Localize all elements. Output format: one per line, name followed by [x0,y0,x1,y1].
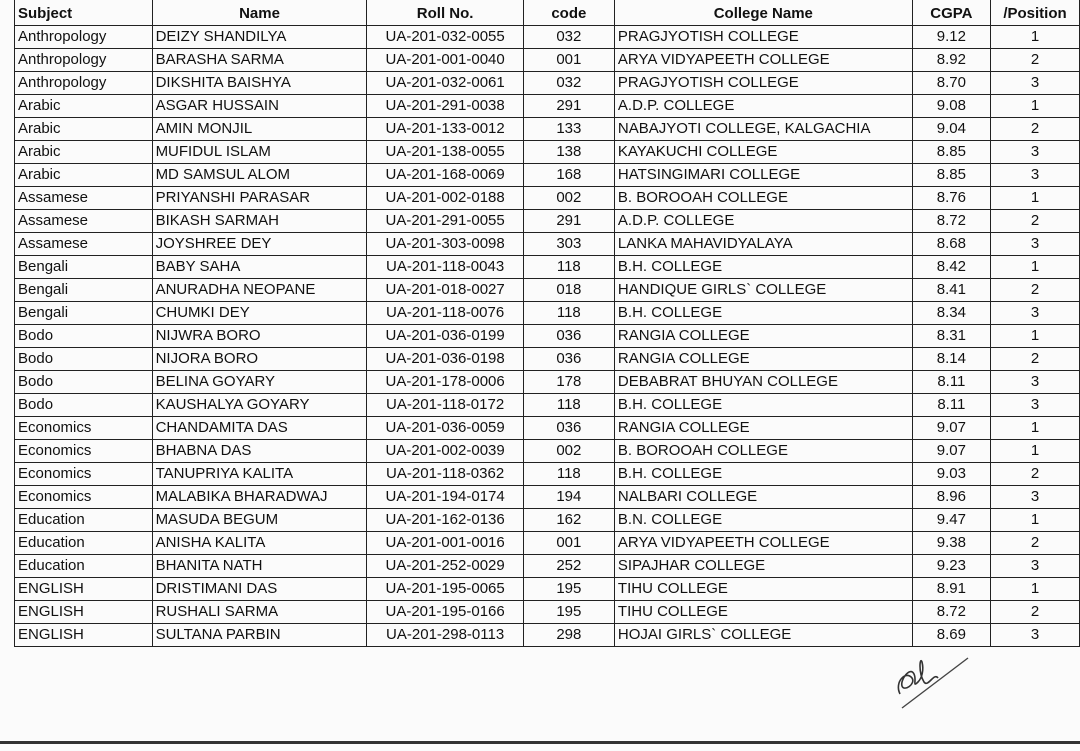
table-row [15,440,1080,463]
cell-roll-no: UA-201-002-0039 [367,440,523,463]
cell-name: AMIN MONJIL [152,118,367,141]
cell-position: 3 [991,141,1080,164]
cell-code: 001 [523,49,614,72]
cell-roll-no: UA-201-018-0027 [367,279,523,302]
header-name: Name [152,0,367,26]
cell-cgpa: 9.07 [912,417,990,440]
cell-subject: Bodo [15,348,153,371]
cell-cgpa: 9.47 [912,509,990,532]
cell-code: 036 [523,348,614,371]
cell-name: TANUPRIYA KALITA [152,463,367,486]
cell-name: MASUDA BEGUM [152,509,367,532]
cell-position: 1 [991,325,1080,348]
cell-roll-no: UA-201-194-0174 [367,486,523,509]
cell-position: 2 [991,463,1080,486]
results-sheet [14,0,1080,647]
cell-position: 3 [991,302,1080,325]
cell-position: 3 [991,233,1080,256]
cell-cgpa: 9.04 [912,118,990,141]
table-row [15,302,1080,325]
cell-roll-no: UA-201-118-0043 [367,256,523,279]
cell-name: RUSHALI SARMA [152,601,367,624]
cell-college: RANGIA COLLEGE [614,325,912,348]
table-row [15,532,1080,555]
cell-roll-no: UA-201-178-0006 [367,371,523,394]
cell-name: MALABIKA BHARADWAJ [152,486,367,509]
cell-roll-no: UA-201-118-0172 [367,394,523,417]
cell-subject: Economics [15,463,153,486]
cell-cgpa: 9.03 [912,463,990,486]
cell-college: HANDIQUE GIRLS` COLLEGE [614,279,912,302]
cell-name: BELINA GOYARY [152,371,367,394]
header-position: /Position [991,0,1080,26]
table-row [15,233,1080,256]
cell-name: PRIYANSHI PARASAR [152,187,367,210]
cell-subject: Bengali [15,256,153,279]
cell-roll-no: UA-201-002-0188 [367,187,523,210]
cell-college: NABAJYOTI COLLEGE, KALGACHIA [614,118,912,141]
cell-subject: ENGLISH [15,601,153,624]
cell-name: NIJORA BORO [152,348,367,371]
cell-position: 3 [991,486,1080,509]
cell-roll-no: UA-201-303-0098 [367,233,523,256]
cell-cgpa: 8.92 [912,49,990,72]
cell-name: SULTANA PARBIN [152,624,367,647]
cell-cgpa: 9.08 [912,95,990,118]
cell-code: 118 [523,256,614,279]
cell-code: 252 [523,555,614,578]
cell-subject: ENGLISH [15,624,153,647]
cell-subject: Bodo [15,325,153,348]
cell-subject: Bengali [15,279,153,302]
cell-position: 1 [991,509,1080,532]
cell-roll-no: UA-201-001-0016 [367,532,523,555]
cell-cgpa: 8.31 [912,325,990,348]
cell-position: 3 [991,555,1080,578]
header-subject: Subject [15,0,153,26]
cell-cgpa: 8.34 [912,302,990,325]
cell-name: JOYSHREE DEY [152,233,367,256]
cell-code: 168 [523,164,614,187]
cell-subject: Arabic [15,118,153,141]
cell-roll-no: UA-201-195-0166 [367,601,523,624]
cell-name: CHUMKI DEY [152,302,367,325]
cell-name: BHABNA DAS [152,440,367,463]
cell-subject: Assamese [15,187,153,210]
cell-cgpa: 9.12 [912,26,990,49]
table-row [15,95,1080,118]
cell-roll-no: UA-201-298-0113 [367,624,523,647]
table-row [15,279,1080,302]
cell-cgpa: 9.38 [912,532,990,555]
header-roll: Roll No. [367,0,523,26]
cell-college: B.N. COLLEGE [614,509,912,532]
cell-roll-no: UA-201-036-0059 [367,417,523,440]
table-row [15,371,1080,394]
cell-cgpa: 8.69 [912,624,990,647]
cell-code: 001 [523,532,614,555]
cell-name: BHANITA NATH [152,555,367,578]
cell-name: DIKSHITA BAISHYA [152,72,367,95]
cell-cgpa: 9.23 [912,555,990,578]
cell-subject: Anthropology [15,49,153,72]
cell-college: NALBARI COLLEGE [614,486,912,509]
cell-college: ARYA VIDYAPEETH COLLEGE [614,49,912,72]
table-row [15,578,1080,601]
cell-college: TIHU COLLEGE [614,601,912,624]
cell-subject: Arabic [15,95,153,118]
cell-college: PRAGJYOTISH COLLEGE [614,72,912,95]
cell-code: 291 [523,95,614,118]
table-row [15,256,1080,279]
table-row [15,187,1080,210]
cell-position: 1 [991,578,1080,601]
cell-code: 138 [523,141,614,164]
table-row [15,555,1080,578]
cell-name: ANISHA KALITA [152,532,367,555]
cell-subject: Anthropology [15,72,153,95]
cell-code: 032 [523,26,614,49]
cell-college: ARYA VIDYAPEETH COLLEGE [614,532,912,555]
cell-code: 195 [523,578,614,601]
cell-name: ASGAR HUSSAIN [152,95,367,118]
cell-name: BIKASH SARMAH [152,210,367,233]
cell-roll-no: UA-201-118-0076 [367,302,523,325]
table-body [15,26,1080,647]
table-row [15,417,1080,440]
cell-college: A.D.P. COLLEGE [614,210,912,233]
cell-name: DRISTIMANI DAS [152,578,367,601]
cell-cgpa: 8.70 [912,72,990,95]
cell-roll-no: UA-201-291-0055 [367,210,523,233]
cell-code: 195 [523,601,614,624]
cell-college: RANGIA COLLEGE [614,348,912,371]
cell-subject: Assamese [15,233,153,256]
cell-cgpa: 8.11 [912,371,990,394]
cell-college: KAYAKUCHI COLLEGE [614,141,912,164]
cell-roll-no: UA-201-291-0038 [367,95,523,118]
cell-roll-no: UA-201-001-0040 [367,49,523,72]
cell-code: 118 [523,302,614,325]
cell-code: 162 [523,509,614,532]
cell-cgpa: 8.14 [912,348,990,371]
cell-name: DEIZY SHANDILYA [152,26,367,49]
cell-cgpa: 8.41 [912,279,990,302]
cell-code: 002 [523,187,614,210]
cell-code: 298 [523,624,614,647]
cell-roll-no: UA-201-036-0199 [367,325,523,348]
cell-position: 3 [991,624,1080,647]
cell-subject: Economics [15,417,153,440]
cell-roll-no: UA-201-133-0012 [367,118,523,141]
signature-image [892,652,972,712]
cell-college: PRAGJYOTISH COLLEGE [614,26,912,49]
cell-name: NIJWRA BORO [152,325,367,348]
table-row [15,601,1080,624]
cell-code: 133 [523,118,614,141]
cell-position: 2 [991,49,1080,72]
cell-cgpa: 8.85 [912,141,990,164]
cell-name: ANURADHA NEOPANE [152,279,367,302]
cell-code: 002 [523,440,614,463]
cell-position: 2 [991,210,1080,233]
cell-position: 1 [991,187,1080,210]
cell-college: TIHU COLLEGE [614,578,912,601]
cell-roll-no: UA-201-168-0069 [367,164,523,187]
cell-position: 1 [991,95,1080,118]
table-row [15,210,1080,233]
table-row [15,348,1080,371]
cell-cgpa: 8.68 [912,233,990,256]
table-row [15,141,1080,164]
cell-code: 303 [523,233,614,256]
cell-subject: Bengali [15,302,153,325]
table-row [15,164,1080,187]
cell-code: 291 [523,210,614,233]
cell-roll-no: UA-201-118-0362 [367,463,523,486]
cell-college: DEBABRAT BHUYAN COLLEGE [614,371,912,394]
cell-code: 036 [523,325,614,348]
cell-name: MD SAMSUL ALOM [152,164,367,187]
table-row [15,118,1080,141]
cell-position: 3 [991,394,1080,417]
cell-name: MUFIDUL ISLAM [152,141,367,164]
page-edge-line [0,741,1080,744]
table-row [15,463,1080,486]
cell-position: 1 [991,440,1080,463]
cell-college: HATSINGIMARI COLLEGE [614,164,912,187]
cell-code: 118 [523,394,614,417]
cell-position: 3 [991,371,1080,394]
header-college: College Name [614,0,912,26]
cell-position: 3 [991,164,1080,187]
cell-college: B.H. COLLEGE [614,256,912,279]
cell-roll-no: UA-201-032-0061 [367,72,523,95]
cell-college: B.H. COLLEGE [614,302,912,325]
header-code: code [523,0,614,26]
cell-roll-no: UA-201-252-0029 [367,555,523,578]
table-row [15,486,1080,509]
cell-position: 2 [991,348,1080,371]
cell-college: A.D.P. COLLEGE [614,95,912,118]
cell-cgpa: 8.76 [912,187,990,210]
cell-roll-no: UA-201-195-0065 [367,578,523,601]
cell-college: RANGIA COLLEGE [614,417,912,440]
cell-name: BABY SAHA [152,256,367,279]
cell-college: B. BOROOAH COLLEGE [614,187,912,210]
cell-name: KAUSHALYA GOYARY [152,394,367,417]
cell-college: B.H. COLLEGE [614,394,912,417]
table-row [15,49,1080,72]
cell-subject: Bodo [15,371,153,394]
cell-code: 194 [523,486,614,509]
cell-subject: ENGLISH [15,578,153,601]
cell-name: BARASHA SARMA [152,49,367,72]
table-row [15,509,1080,532]
cell-cgpa: 8.72 [912,210,990,233]
cell-cgpa: 8.72 [912,601,990,624]
cell-subject: Arabic [15,141,153,164]
merit-list-table [14,0,1080,647]
cell-code: 032 [523,72,614,95]
cell-subject: Anthropology [15,26,153,49]
cell-position: 2 [991,601,1080,624]
cell-subject: Education [15,532,153,555]
cell-name: CHANDAMITA DAS [152,417,367,440]
table-row [15,394,1080,417]
cell-position: 1 [991,417,1080,440]
cell-roll-no: UA-201-036-0198 [367,348,523,371]
cell-college: B. BOROOAH COLLEGE [614,440,912,463]
cell-cgpa: 8.91 [912,578,990,601]
cell-code: 178 [523,371,614,394]
cell-roll-no: UA-201-162-0136 [367,509,523,532]
cell-subject: Bodo [15,394,153,417]
cell-code: 018 [523,279,614,302]
cell-position: 2 [991,118,1080,141]
table-row [15,72,1080,95]
cell-position: 2 [991,279,1080,302]
cell-position: 3 [991,72,1080,95]
cell-cgpa: 8.42 [912,256,990,279]
cell-subject: Education [15,509,153,532]
cell-roll-no: UA-201-138-0055 [367,141,523,164]
table-row [15,624,1080,647]
cell-subject: Economics [15,440,153,463]
cell-code: 036 [523,417,614,440]
cell-position: 2 [991,532,1080,555]
cell-cgpa: 8.96 [912,486,990,509]
table-header [15,0,1080,26]
header-cgpa: CGPA [912,0,990,26]
cell-college: HOJAI GIRLS` COLLEGE [614,624,912,647]
cell-college: LANKA MAHAVIDYALAYA [614,233,912,256]
cell-cgpa: 8.11 [912,394,990,417]
cell-subject: Assamese [15,210,153,233]
cell-college: SIPAJHAR COLLEGE [614,555,912,578]
cell-position: 1 [991,26,1080,49]
table-row [15,325,1080,348]
cell-cgpa: 9.07 [912,440,990,463]
cell-roll-no: UA-201-032-0055 [367,26,523,49]
cell-subject: Arabic [15,164,153,187]
cell-subject: Education [15,555,153,578]
table-row [15,26,1080,49]
cell-cgpa: 8.85 [912,164,990,187]
cell-code: 118 [523,463,614,486]
cell-subject: Economics [15,486,153,509]
cell-position: 1 [991,256,1080,279]
cell-college: B.H. COLLEGE [614,463,912,486]
